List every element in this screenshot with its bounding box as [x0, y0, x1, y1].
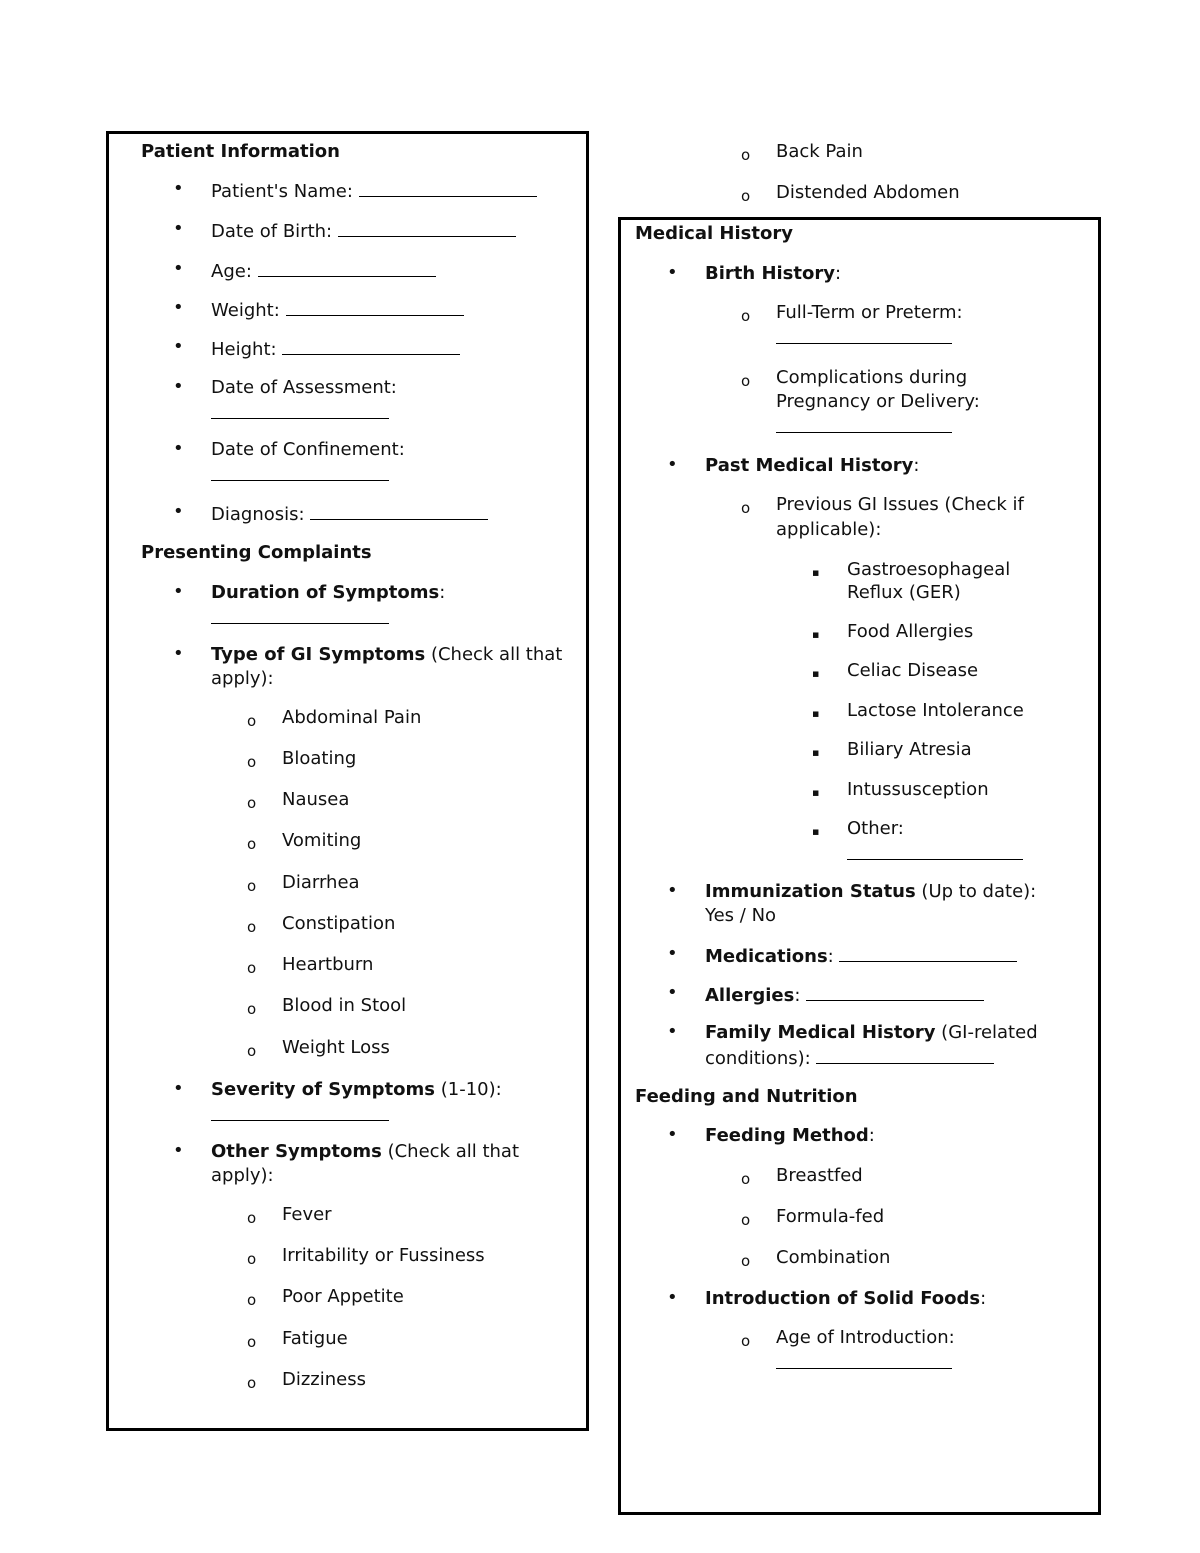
bullet: •: [173, 178, 184, 199]
bullet: •: [667, 1021, 678, 1042]
feeding-option[interactable]: Formula-fed: [776, 1206, 885, 1227]
height-blank[interactable]: [282, 336, 460, 355]
circle-bullet: o: [247, 1000, 257, 1018]
field-diagnosis: Diagnosis:: [211, 501, 488, 527]
other-symptoms-line2: apply):: [211, 1165, 274, 1186]
complications-line2: Pregnancy or Delivery:: [776, 391, 980, 412]
bullet: •: [173, 258, 184, 279]
circle-bullet: o: [741, 1252, 751, 1270]
circle-bullet: o: [247, 877, 257, 895]
square-bullet: ▪: [812, 707, 820, 720]
circle-bullet: o: [741, 146, 751, 164]
date-of-birth-blank[interactable]: [338, 218, 516, 237]
immunization-yes-no[interactable]: Yes / No: [705, 905, 777, 926]
circle-bullet: o: [247, 959, 257, 977]
circle-bullet: o: [247, 1250, 257, 1268]
circle-bullet: o: [247, 1209, 257, 1227]
field-weight: Weight:: [211, 297, 464, 323]
bullet: •: [173, 1140, 184, 1161]
bullet: •: [667, 1287, 678, 1308]
severity-of-symptoms: Severity of Symptoms (1-10):: [211, 1079, 502, 1100]
past-medical-history: Past Medical History:: [705, 455, 920, 476]
circle-bullet: o: [247, 794, 257, 812]
bullet: •: [667, 982, 678, 1003]
gi-issue-other-blank-row: [847, 841, 1023, 867]
gi-symptom-option[interactable]: Back Pain: [776, 141, 863, 162]
weight-blank[interactable]: [286, 297, 464, 316]
circle-bullet: o: [741, 499, 751, 517]
section-title-feeding-and-nutrition: Feeding and Nutrition: [635, 1086, 858, 1107]
allergies: Allergies:: [705, 982, 984, 1008]
square-bullet: ▪: [812, 628, 820, 641]
immunization-status: Immunization Status (Up to date):: [705, 881, 1037, 902]
gi-symptom-option[interactable]: Distended Abdomen: [776, 182, 960, 203]
other-symptom-option[interactable]: Dizziness: [282, 1369, 366, 1390]
complications-blank[interactable]: [776, 414, 952, 433]
circle-bullet: o: [247, 835, 257, 853]
bullet: •: [173, 581, 184, 602]
age-of-introduction-blank[interactable]: [776, 1350, 952, 1369]
gi-issue-option[interactable]: Lactose Intolerance: [847, 700, 1024, 721]
field-date-of-assessment: Date of Assessment:: [211, 377, 397, 398]
full-term-blank[interactable]: [776, 325, 952, 344]
other-symptom-option[interactable]: Poor Appetite: [282, 1286, 404, 1307]
circle-bullet: o: [247, 753, 257, 771]
circle-bullet: o: [741, 187, 751, 205]
other-symptom-option[interactable]: Fatigue: [282, 1328, 348, 1349]
allergies-blank[interactable]: [806, 982, 984, 1001]
birth-history: Birth History:: [705, 263, 842, 284]
gi-symptom-option[interactable]: Diarrhea: [282, 872, 360, 893]
gi-symptom-option[interactable]: Bloating: [282, 748, 357, 769]
circle-bullet: o: [247, 1374, 257, 1392]
circle-bullet: o: [247, 712, 257, 730]
bullet: •: [173, 336, 184, 357]
date-of-confinement-blank-row: [211, 462, 389, 488]
square-bullet: ▪: [812, 566, 820, 579]
previous-gi-issues: Previous GI Issues (Check if: [776, 494, 1024, 515]
square-bullet: ▪: [812, 746, 820, 759]
bullet: •: [173, 297, 184, 318]
circle-bullet: o: [741, 1170, 751, 1188]
family-medical-history: Family Medical History (GI-related: [705, 1022, 1038, 1043]
circle-bullet: o: [741, 1332, 751, 1350]
patient-name-blank[interactable]: [359, 178, 537, 197]
duration-blank-row: [211, 605, 389, 631]
field-patient-name: Patient's Name:: [211, 178, 537, 204]
gi-issue-option[interactable]: Gastroesophageal: [847, 559, 1011, 580]
bullet: •: [667, 454, 678, 475]
age-of-introduction-blank-row: [776, 1350, 952, 1376]
left-form-box: [106, 131, 589, 1431]
field-height: Height:: [211, 336, 460, 362]
gi-issue-option-line2: Reflux (GER): [847, 582, 961, 603]
gi-issue-option[interactable]: Biliary Atresia: [847, 739, 972, 760]
section-title-presenting-complaints: Presenting Complaints: [141, 542, 372, 563]
feeding-option[interactable]: Combination: [776, 1247, 891, 1268]
feeding-option[interactable]: Breastfed: [776, 1165, 863, 1186]
circle-bullet: o: [247, 1291, 257, 1309]
field-date-of-confinement: Date of Confinement:: [211, 439, 405, 460]
field-date-of-birth: Date of Birth:: [211, 218, 516, 244]
severity-blank-row: [211, 1102, 389, 1128]
duration-blank[interactable]: [211, 605, 389, 624]
section-title-medical-history: Medical History: [635, 223, 793, 244]
bullet: •: [173, 376, 184, 397]
circle-bullet: o: [741, 372, 751, 390]
age-of-introduction: Age of Introduction:: [776, 1327, 955, 1348]
date-of-assessment-blank-row: [211, 400, 389, 426]
gi-symptom-option[interactable]: Nausea: [282, 789, 350, 810]
type-of-gi-symptoms-line2: apply):: [211, 668, 274, 689]
duration-of-symptoms: Duration of Symptoms:: [211, 582, 446, 603]
bullet: •: [173, 438, 184, 459]
circle-bullet: o: [247, 1333, 257, 1351]
gi-issue-other-blank[interactable]: [847, 841, 1023, 860]
gi-symptom-option[interactable]: Abdominal Pain: [282, 707, 422, 728]
type-of-gi-symptoms: Type of GI Symptoms (Check all that: [211, 644, 563, 665]
circle-bullet: o: [741, 1211, 751, 1229]
circle-bullet: o: [247, 1042, 257, 1060]
family-history-blank[interactable]: [816, 1045, 994, 1064]
gi-symptom-option[interactable]: Weight Loss: [282, 1037, 390, 1058]
gi-issue-other: Other:: [847, 818, 904, 839]
date-of-assessment-blank[interactable]: [211, 400, 389, 419]
introduction-of-solid-foods: Introduction of Solid Foods:: [705, 1288, 987, 1309]
bullet: •: [173, 1078, 184, 1099]
square-bullet: ▪: [812, 667, 820, 680]
full-term-blank-row: [776, 325, 952, 351]
date-of-confinement-blank[interactable]: [211, 462, 389, 481]
square-bullet: ▪: [812, 825, 820, 838]
bullet: •: [173, 218, 184, 239]
medications-blank[interactable]: [839, 943, 1017, 962]
bullet: •: [667, 262, 678, 283]
other-symptom-option[interactable]: Fever: [282, 1204, 332, 1225]
diagnosis-blank[interactable]: [310, 501, 488, 520]
previous-gi-issues-line2: applicable):: [776, 519, 882, 540]
bullet: •: [173, 643, 184, 664]
complications-blank-row: [776, 414, 952, 440]
severity-blank[interactable]: [211, 1102, 389, 1121]
complications-during: Complications during: [776, 367, 968, 388]
gi-symptom-option[interactable]: Vomiting: [282, 830, 362, 851]
bullet: •: [667, 1124, 678, 1145]
square-bullet: ▪: [812, 786, 820, 799]
feeding-method: Feeding Method:: [705, 1125, 875, 1146]
family-medical-history-line2: conditions):: [705, 1045, 994, 1071]
gi-issue-option[interactable]: Celiac Disease: [847, 660, 979, 681]
medications: Medications:: [705, 943, 1017, 969]
circle-bullet: o: [741, 307, 751, 325]
bullet: •: [173, 501, 184, 522]
other-symptom-option[interactable]: Irritability or Fussiness: [282, 1245, 485, 1266]
gi-symptom-option[interactable]: Heartburn: [282, 954, 374, 975]
bullet: •: [667, 943, 678, 964]
gi-symptom-option[interactable]: Constipation: [282, 913, 396, 934]
gi-issue-option[interactable]: Intussusception: [847, 779, 989, 800]
bullet: •: [667, 880, 678, 901]
other-symptoms: Other Symptoms (Check all that: [211, 1141, 520, 1162]
section-title-patient-information: Patient Information: [141, 141, 340, 162]
circle-bullet: o: [247, 918, 257, 936]
field-age: Age:: [211, 258, 436, 284]
age-blank[interactable]: [258, 258, 436, 277]
full-term-or-preterm: Full-Term or Preterm:: [776, 302, 963, 323]
gi-issue-option[interactable]: Food Allergies: [847, 621, 974, 642]
gi-symptom-option[interactable]: Blood in Stool: [282, 995, 407, 1016]
